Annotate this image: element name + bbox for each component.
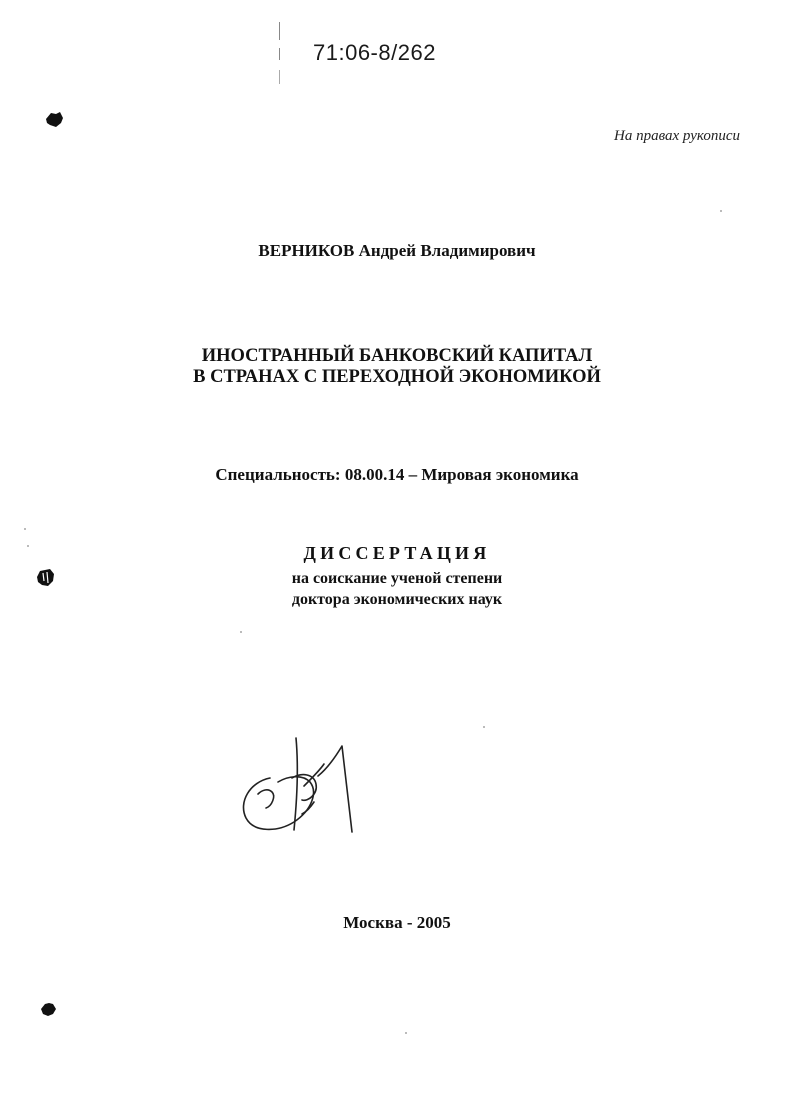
binder-hole-icon [44, 110, 66, 130]
binder-hole-icon [38, 1000, 60, 1020]
archive-number: 71:06-8/262 [313, 40, 436, 65]
binding-mark [279, 22, 280, 40]
manuscript-note: На правах рукописи [614, 128, 740, 144]
speck [24, 528, 26, 530]
author-name [0, 241, 794, 261]
author-given-names: Андрей Владимирович [358, 241, 536, 260]
speck [405, 1032, 407, 1034]
document-type: ДИССЕРТАЦИЯ [303, 543, 491, 563]
place-and-year: Москва - 2005 [343, 913, 451, 932]
dissertation-title [0, 346, 794, 388]
handwritten-signature [232, 730, 372, 845]
degree-statement [0, 568, 794, 610]
author-surname: ВЕРНИКОВ [258, 241, 355, 260]
binding-mark [279, 70, 280, 84]
degree-line: доктора экономических наук [291, 591, 503, 608]
title-line: В СТРАНАХ С ПЕРЕХОДНОЙ ЭКОНОМИКОЙ [193, 367, 601, 387]
binding-mark [279, 48, 280, 60]
speck [720, 210, 722, 212]
speck [240, 631, 242, 633]
degree-line: на соискание ученой степени [291, 570, 503, 587]
title-line: ИНОСТРАННЫЙ БАНКОВСКИЙ КАПИТАЛ [201, 346, 593, 366]
specialty: Специальность: 08.00.14 – Мировая экономика [215, 465, 579, 484]
speck [483, 726, 485, 728]
